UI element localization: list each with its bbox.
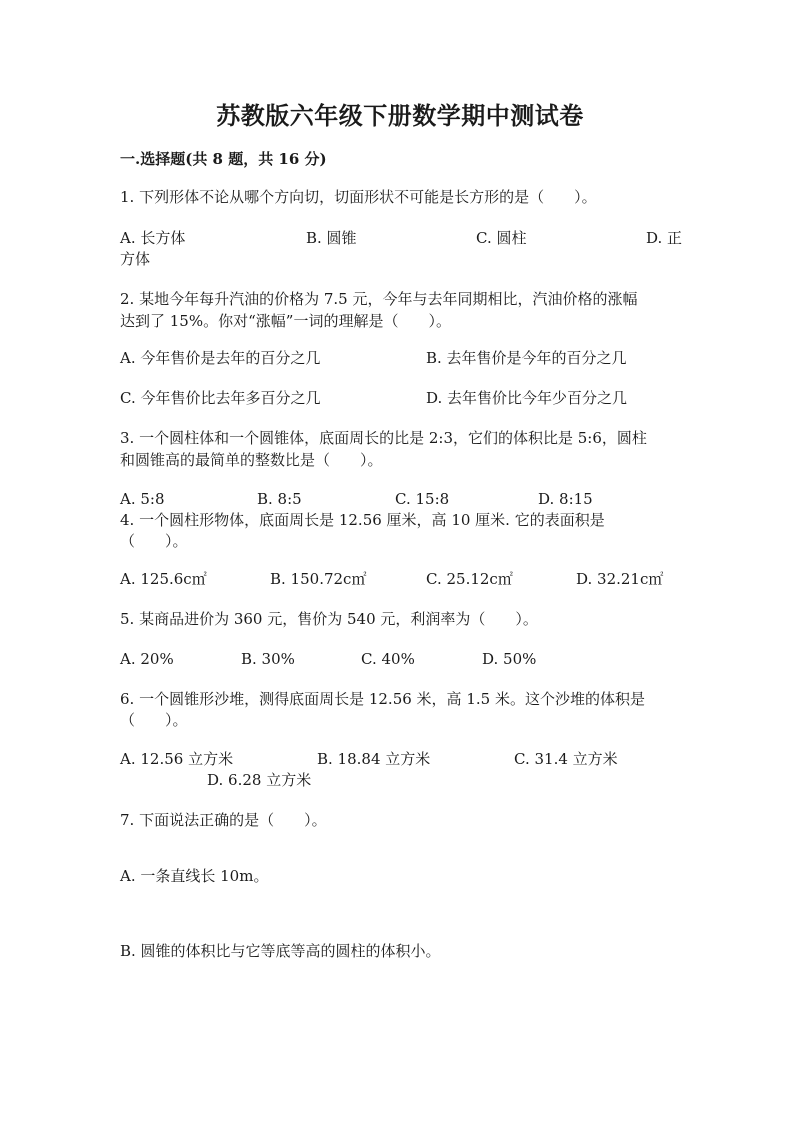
question-2-stem: 2. 某地今年每升汽油的价格为 7.5 元，今年与去年同期相比，汽油价格的涨幅 [120, 290, 638, 308]
question-3-stem: 3. 一个圆柱体和一个圆锥体，底面周长的比是 2:3，它们的体积比是 5:6，圆柱 [120, 429, 647, 447]
question-4-stem: 4. 一个圆柱形物体，底面周长是 12.56 厘米，高 10 厘米. 它的表面积是 [120, 511, 605, 529]
question-5-option-b: B. 30% [241, 650, 295, 668]
question-2-stem-line2: 达到了 15%。你对“涨幅”一词的理解是（ ）。 [120, 312, 451, 330]
question-1-option-d-wrap: 方体 [120, 250, 151, 268]
question-6-option-d: D. 6.28 立方米 [207, 771, 312, 789]
question-6-option-a: A. 12.56 立方米 [120, 750, 234, 768]
question-6-option-b: B. 18.84 立方米 [317, 750, 431, 768]
question-7-stem: 7. 下面说法正确的是（ ）。 [120, 811, 327, 829]
section-heading: 一.选择题(共 8 题，共 16 分) [120, 150, 327, 168]
question-7-option-a: A. 一条直线长 10m。 [120, 867, 269, 885]
question-2-option-d: D. 去年售价比今年少百分之几 [426, 389, 628, 407]
question-5-option-c: C. 40% [361, 650, 415, 668]
question-6-stem: 6. 一个圆锥形沙堆，测得底面周长是 12.56 米，高 1.5 米。这个沙堆的体积是 [120, 690, 645, 708]
question-3-option-a: A. 5:8 [120, 490, 165, 508]
question-5-option-a: A. 20% [120, 650, 174, 668]
question-5-stem: 5. 某商品进价为 360 元，售价为 540 元，利润率为（ ）。 [120, 610, 538, 628]
question-2-option-c: C. 今年售价比去年多百分之几 [120, 389, 321, 407]
question-4-option-b: B. 150.72c㎡ [270, 570, 367, 588]
question-3-option-b: B. 8:5 [257, 490, 302, 508]
question-3-stem-line2: 和圆锥高的最简单的整数比是（ ）。 [120, 451, 383, 469]
question-5-option-d: D. 50% [482, 650, 537, 668]
question-4-option-d: D. 32.21c㎡ [576, 570, 664, 588]
question-3-option-d: D. 8:15 [538, 490, 593, 508]
question-6-option-c: C. 31.4 立方米 [514, 750, 618, 768]
question-1-option-c: C. 圆柱 [476, 229, 527, 247]
question-1-option-b: B. 圆锥 [306, 229, 357, 247]
question-4-stem-line2: （ ）。 [120, 532, 188, 550]
page-title: 苏教版六年级下册数学期中测试卷 [216, 101, 584, 130]
question-6-stem-line2: （ ）。 [120, 711, 188, 729]
question-4-option-a: A. 125.6c㎡ [120, 570, 207, 588]
question-1-stem: 1. 下列形体不论从哪个方向切，切面形状不可能是长方形的是（ ）。 [120, 188, 597, 206]
question-7-option-b: B. 圆锥的体积比与它等底等高的圆柱的体积小。 [120, 942, 441, 960]
question-2-option-a: A. 今年售价是去年的百分之几 [120, 349, 321, 367]
question-1-option-a: A. 长方体 [120, 229, 186, 247]
question-2-option-b: B. 去年售价是今年的百分之几 [426, 349, 627, 367]
question-4-option-c: C. 25.12c㎡ [426, 570, 513, 588]
question-3-option-c: C. 15:8 [395, 490, 450, 508]
question-1-option-d: D. 正 [646, 229, 683, 247]
